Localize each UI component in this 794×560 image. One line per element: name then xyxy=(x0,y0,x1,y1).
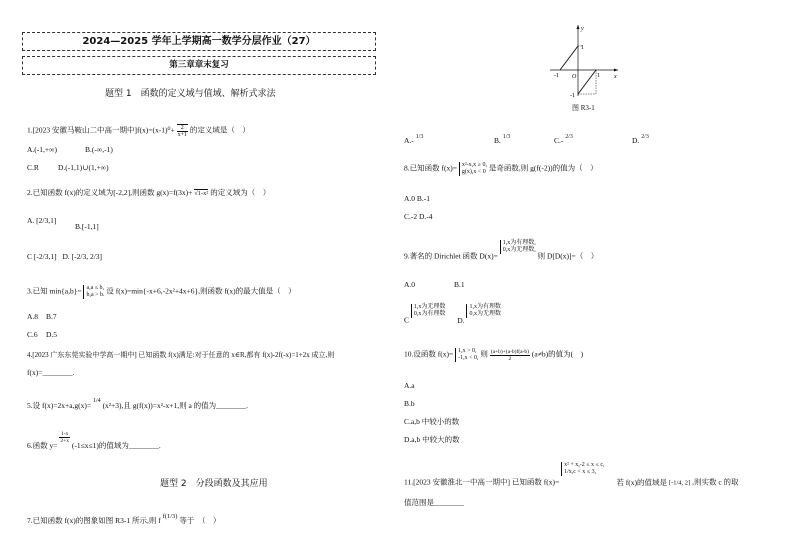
q2-opt-d-label: D. xyxy=(62,252,70,261)
q7-opt-a-label: A.- xyxy=(404,136,414,145)
q8-text-pre: 8.已知函数 f(x)= xyxy=(404,163,457,173)
question-2 xyxy=(27,188,270,199)
q5-text-post: (x²+3),且 g(f(x))=x²-x+1,则 a 的值为________. xyxy=(102,401,249,410)
origin-label: O xyxy=(572,74,577,80)
q5-text-pre: 5.设 f(x)=2x+a,g(x)= xyxy=(27,401,92,410)
q7-opt-b-label: B. xyxy=(494,136,501,145)
q7-opt-d-frac: 2/3 xyxy=(641,134,649,140)
q1-frac-den: x+1 xyxy=(177,132,187,138)
question-8 xyxy=(404,162,598,176)
q8-options-ab: A.0 B.-1 xyxy=(404,194,431,203)
q1-option-d: D.(-1,1)∪(1,+∞) xyxy=(58,163,109,172)
q7-tail: 等于 （ ） xyxy=(179,516,221,525)
q2-opt-a-label: A. xyxy=(27,216,35,225)
title-box xyxy=(22,32,376,51)
q3-option-c: C.6 xyxy=(27,330,38,339)
x-axis-label: x xyxy=(614,74,617,80)
q2-sqrt-body: 1-x² xyxy=(197,190,209,197)
q9-opt-c-piecewise xyxy=(411,304,446,318)
q7-text: 7.已知函数 f(x)的图象如图 R3-1 所示,则 f xyxy=(27,516,161,525)
q2-tail: 的定义域为（ ） xyxy=(210,188,271,197)
figure-r3-1 xyxy=(548,22,620,98)
q9-text-post: 则 D[D(x)]=（ ） xyxy=(537,251,599,261)
figure-caption: 图 R3-1 xyxy=(572,104,595,112)
q7-option-a xyxy=(404,132,423,146)
q11-range: [-1/4, 2] xyxy=(668,479,691,487)
q9-opt-d-case-2: 0,x为无理数 xyxy=(469,311,501,317)
y-axis-arrow xyxy=(577,25,580,29)
q11-piecewise xyxy=(561,462,604,476)
q11-text-pre: 11.[2023 安徽淮北一中高一期中] 已知函数 f(x)= xyxy=(404,477,560,487)
q3-text-post: 设 f(x)=min{-x+6,-2x²+4x+6},则函数 f(x)的最大值是（ ） xyxy=(106,286,296,296)
q9-option-c xyxy=(404,304,501,326)
q10-fraction xyxy=(490,349,530,362)
q10-option-d: D.a,b 中较大的数 xyxy=(404,435,460,444)
question-4-answer: f(x)=________. xyxy=(27,368,75,377)
q9-opt-d-piecewise xyxy=(466,304,501,318)
q3-option-a: A.8 xyxy=(27,312,39,321)
q10-text-post: (a≠b)的值为( ) xyxy=(531,349,584,359)
q2-sqrt: √1-x² xyxy=(194,190,209,197)
q3-case-1: a,a ≤ b, xyxy=(86,285,105,291)
q11-case-1: x² + x,-2 ≤ x ≤ c, xyxy=(564,462,605,468)
q9-option-a: A.0 xyxy=(404,280,416,289)
q6-exp-num: 1-x xyxy=(60,431,69,437)
q3-option-b: B.7 xyxy=(46,312,57,321)
question-1 xyxy=(27,124,250,138)
q8-case-1: x²-x,x ≥ 0, xyxy=(461,162,487,168)
q9-option-b: B.1 xyxy=(454,280,465,289)
q7-opt-d-label: D. xyxy=(632,136,640,145)
q7-inner: f(1/3) xyxy=(162,513,178,520)
subtitle-box xyxy=(22,56,376,75)
q10-frac-num: (a+b)+(a-b)f(a-b) xyxy=(490,348,530,355)
q7-option-c xyxy=(554,132,573,146)
q2-option-a xyxy=(27,216,56,226)
q9-case-1: 1,x为有理数, xyxy=(502,240,536,246)
q11-text-mid: 若 f(x)的值域是 xyxy=(616,477,668,487)
question-9 xyxy=(404,240,598,262)
q3-case-2: b,a > b. xyxy=(86,292,105,298)
q11-text-post: ,则实数 c 的取 xyxy=(692,477,739,487)
q3-piecewise xyxy=(83,285,104,299)
y-axis-label: y xyxy=(581,26,584,32)
question-11-line-2: 值范围是________ xyxy=(404,498,464,507)
q8-text-post: 是奇函数,则 g(f(-2))的值为（ ） xyxy=(488,163,598,173)
q9-opt-d-case-1: 1,x为有理数 xyxy=(469,304,501,310)
q2-opt-c-value: [-2/3,1] xyxy=(33,252,57,261)
q2-option-c xyxy=(27,252,102,262)
q6-exp-den: 2+x xyxy=(60,438,69,444)
q10-option-c: C.a,b 中较小的数 xyxy=(404,417,460,426)
question-7 xyxy=(27,512,221,526)
q10-text-pre: 10.设函数 f(x)= xyxy=(404,349,454,359)
q7-option-d xyxy=(632,132,649,146)
q7-opt-b-frac: 1/3 xyxy=(502,134,511,140)
question-10 xyxy=(404,348,583,362)
q10-piecewise xyxy=(455,348,478,362)
tick-y-pos: 1 xyxy=(581,45,584,51)
q6-text-pre: 6.函数 y= xyxy=(27,441,58,450)
q3-text-pre: 3.已知 min{a,b}= xyxy=(27,286,82,296)
q11-case-2: 1/x,c < x ≤ 3, xyxy=(564,469,597,475)
q1-tail: 的定义域是（ ） xyxy=(189,125,250,135)
section-heading-2: 题型 2 分段函数及其应用 xyxy=(160,479,268,489)
q6-text-post: (-1≤x≤1)的值域为________. xyxy=(71,441,161,450)
q1-frac-num: 2 xyxy=(177,125,188,132)
question-6 xyxy=(27,431,161,451)
q8-case-2: g(x),x < 0 xyxy=(461,169,486,175)
q10-text-mid: 则 xyxy=(480,349,488,359)
q10-option-b: B.b xyxy=(404,399,415,408)
q2-opt-c-label: C xyxy=(27,252,33,261)
q1-option-b: B.(-∞,-1) xyxy=(85,145,113,154)
q2-opt-d-value: [-2/3, 2/3] xyxy=(71,252,103,261)
graph-segment-left xyxy=(560,46,578,70)
q7-opt-c-frac: 2/3 xyxy=(565,134,573,140)
q2-opt-a-value: [2/3,1] xyxy=(36,216,57,225)
q8-options-cd: C.-2 D.-4 xyxy=(404,212,433,221)
question-4: 4.[2023 广东东莞实验中学高一期中] 已知函数 f(x)满足:对于任意的 x∈R,都有 f(x)-2f(-x)=1+2x 成立,则 xyxy=(27,351,335,359)
page-subtitle: 第三章章末复习 xyxy=(169,60,229,70)
q5-fraction: 1/4 xyxy=(93,398,101,404)
question-11 xyxy=(404,462,739,489)
graph-segment-right xyxy=(578,70,596,94)
q10-option-a: A.a xyxy=(404,381,415,390)
q9-opt-c-case-1: 1,x为无理数 xyxy=(413,304,446,310)
q2-text: 2.已知函数 f(x)的定义域为[-2,2],则函数 g(x)=f(3x)+ xyxy=(27,188,193,197)
q9-opt-c-case-2: 0,x为有理数 xyxy=(413,311,446,317)
question-3 xyxy=(27,285,296,299)
q1-option-c: C.R xyxy=(27,163,39,172)
question-5 xyxy=(27,396,248,411)
tick-x-neg: -1 xyxy=(554,73,559,79)
q2-option-b: B.[-1,1] xyxy=(75,222,99,231)
q6-exponent xyxy=(59,431,70,444)
q10-frac-den: 2 xyxy=(508,355,512,362)
q1-text: 1.[2023 安徽马鞍山二中高一期中]f(x)=(x-1)⁰+ xyxy=(27,125,175,135)
q8-piecewise xyxy=(459,162,487,176)
q1-fraction xyxy=(177,124,188,138)
q9-text-pre: 9.著名的 Dirichlet 函数 D(x)= xyxy=(404,251,498,261)
q7-opt-a-frac: 1/3 xyxy=(415,134,424,140)
section-heading-1: 题型 1 函数的定义域与值域、解析式求法 xyxy=(105,89,276,99)
q9-opt-c-label: C xyxy=(404,315,410,325)
q9-opt-d-label: D. xyxy=(457,315,465,325)
q7-opt-c-label: C.- xyxy=(554,136,564,145)
q9-piecewise xyxy=(500,240,536,254)
q1-option-a: A.(-1,+∞) xyxy=(27,145,57,154)
tick-y-neg: -1 xyxy=(570,93,575,98)
q10-case-2: -1,x < 0, xyxy=(458,355,479,361)
tick-x-pos: 1 xyxy=(597,73,600,79)
q10-case-1: 1,x > 0, xyxy=(458,348,477,354)
q3-option-d: D.5 xyxy=(46,330,58,339)
x-axis-arrow xyxy=(614,69,618,72)
page-title: 2024—2025 学年上学期高一数学分层作业（27） xyxy=(82,36,316,47)
q7-option-b xyxy=(494,132,510,146)
q9-case-2: 0,x为无理数, xyxy=(502,247,536,253)
